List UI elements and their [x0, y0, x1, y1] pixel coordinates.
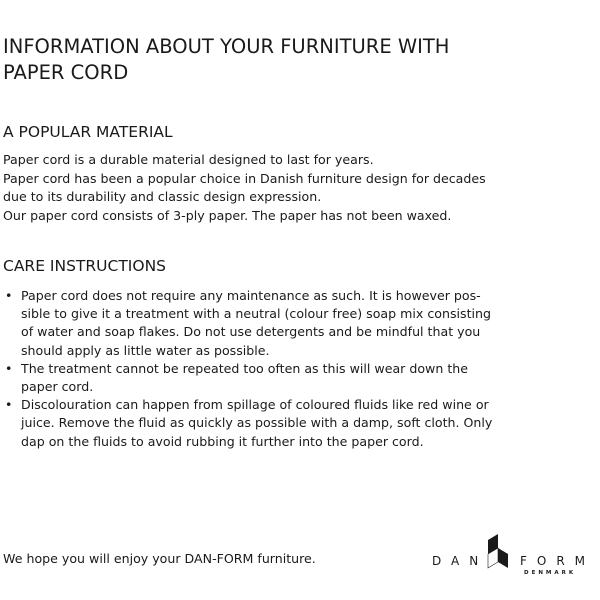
list-item-line: juice. Remove the fluid as quickly as possible with a damp, soft cloth. Only [21, 415, 493, 431]
logo-subline-denmark: DENMARK [524, 570, 577, 576]
list-item [3, 360, 593, 396]
care-instructions-list [3, 287, 593, 451]
title-line: INFORMATION ABOUT YOUR FURNITURE WITH [3, 35, 450, 58]
bullet-icon: • [5, 360, 13, 376]
logo-word-form: FORM [520, 554, 596, 568]
list-item-line: sible to give it a treatment with a neutral (colour free) soap mix consisting [21, 306, 491, 322]
logo-word-dan: DAN [432, 554, 489, 568]
paragraph-line: due to its durability and classic design expression. [3, 189, 322, 204]
paragraph-line: Paper cord is a durable material designed to last for years. [3, 152, 374, 167]
list-item-line: The treatment cannot be repeated too often as this will wear down the [21, 360, 468, 376]
paragraph-line: Our paper cord consists of 3-ply paper. The paper has not been waxed. [3, 207, 452, 223]
list-item-line: dap on the fluids to avoid rubbing it further into the paper cord. [21, 433, 424, 449]
list-item-line: Discolouration can happen from spillage of coloured fluids like red wine or [21, 397, 489, 413]
section-heading-popular-material: A POPULAR MATERIAL [3, 123, 173, 141]
list-item [3, 287, 593, 360]
danform-logo [432, 534, 596, 580]
list-item-line: should apply as little water as possible. [21, 342, 270, 358]
document-title [3, 34, 563, 86]
bullet-icon: • [5, 288, 13, 303]
list-item-line: Paper cord does not require any maintenance as such. It is however pos- [21, 288, 481, 303]
popular-material-paragraph [3, 151, 593, 225]
footer-message: We hope you will enjoy your DAN-FORM furniture. [3, 551, 316, 566]
bullet-icon: • [5, 397, 13, 413]
list-item-line: paper cord. [21, 379, 94, 395]
danform-logo-mark-icon [484, 534, 512, 574]
paragraph-line: Paper cord has been a popular choice in Danish furniture design for decades [3, 170, 486, 186]
title-line: PAPER CORD [3, 61, 129, 84]
list-item [3, 396, 593, 451]
section-heading-care-instructions: CARE INSTRUCTIONS [3, 257, 166, 275]
list-item-line: of water and soap flakes. Do not use detergents and be mindful that you [21, 324, 481, 340]
